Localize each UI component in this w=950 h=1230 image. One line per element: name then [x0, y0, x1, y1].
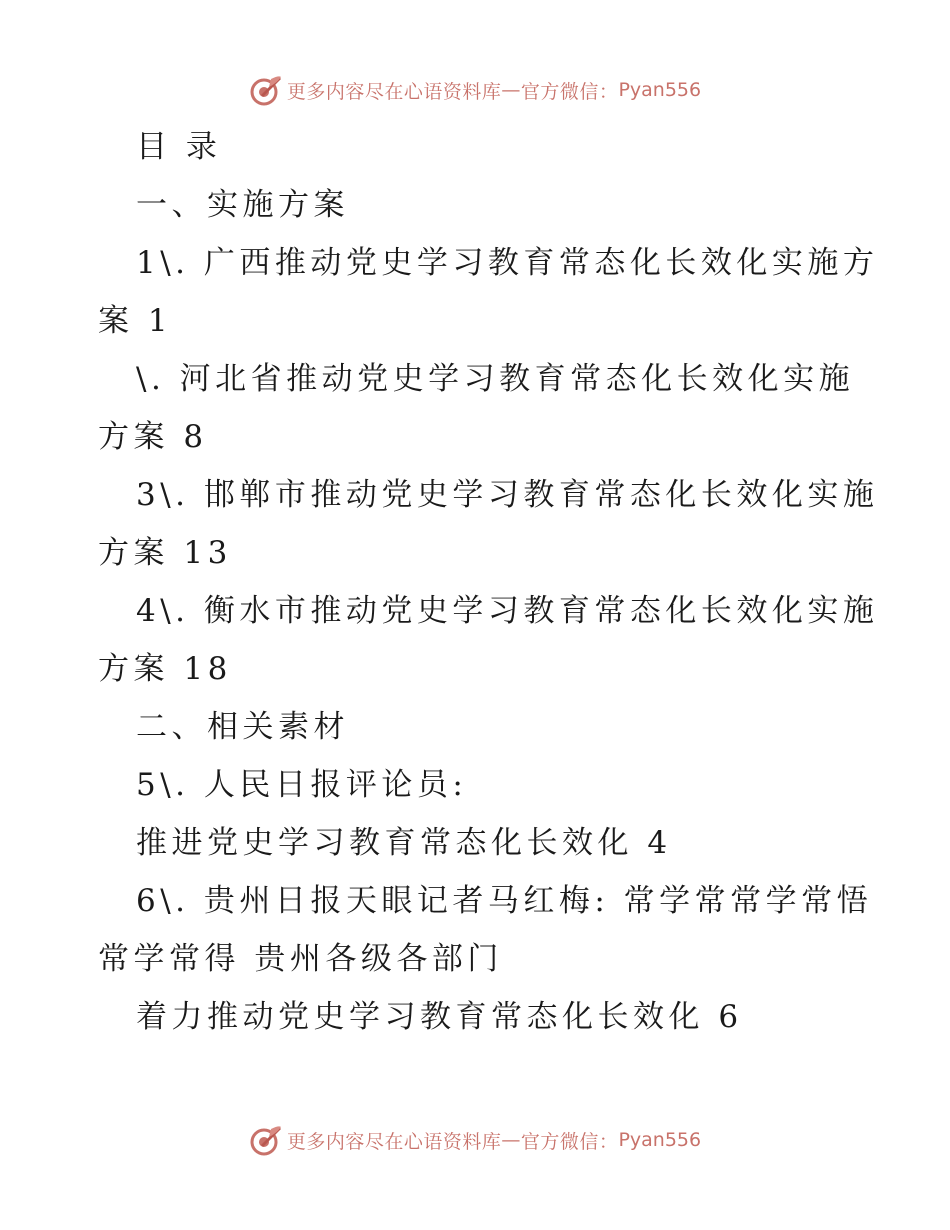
toc-section-heading: 一、实施方案 — [136, 187, 349, 223]
feather-pen-logo-icon — [249, 1123, 283, 1157]
table-of-contents — [98, 118, 879, 1046]
banner-wechat-label: 官方微信： — [520, 1130, 619, 1153]
toc-entry-continuation: 方案 13 — [98, 535, 232, 571]
toc-entry-continuation: 常学常得 贵州各级各部门 — [98, 941, 503, 977]
banner-dash: — — [501, 79, 521, 101]
header-banner — [0, 70, 950, 110]
feather-pen-logo-icon — [249, 73, 283, 107]
toc-entry-continuation: 推进党史学习教育常态化长效化 4 — [136, 825, 672, 861]
toc-entry: 6\. 贵州日报天眼记者马红梅: 常学常常学常悟 — [136, 883, 873, 919]
toc-entry: 5\. 人民日报评论员: — [136, 767, 468, 803]
banner-wechat-id: Pyan556 — [618, 79, 702, 101]
toc-title: 目 录 — [136, 129, 222, 165]
toc-entry-continuation: 方案 18 — [98, 651, 232, 687]
toc-entry: \. 河北省推动党史学习教育常态化长效化实施 — [136, 361, 855, 397]
banner-dash: — — [501, 1129, 521, 1151]
banner-main-text: 更多内容尽在心语资料库 — [286, 1130, 502, 1153]
banner-wechat-label: 官方微信： — [520, 80, 619, 103]
banner-wechat-id: Pyan556 — [618, 1129, 702, 1151]
toc-entry-continuation: 着力推动党史学习教育常态化长效化 6 — [136, 999, 743, 1035]
toc-entry-continuation: 方案 8 — [98, 419, 208, 455]
footer-banner — [0, 1120, 950, 1160]
banner-main-text: 更多内容尽在心语资料库 — [286, 80, 502, 103]
toc-section-heading: 二、相关素材 — [136, 709, 349, 745]
toc-entry: 3\. 邯郸市推动党史学习教育常态化长效化实施 — [136, 477, 879, 513]
toc-entry: 1\. 广西推动党史学习教育常态化长效化实施方 — [136, 245, 879, 281]
toc-entry: 4\. 衡水市推动党史学习教育常态化长效化实施 — [136, 593, 879, 629]
toc-entry-continuation: 案 1 — [98, 303, 173, 339]
